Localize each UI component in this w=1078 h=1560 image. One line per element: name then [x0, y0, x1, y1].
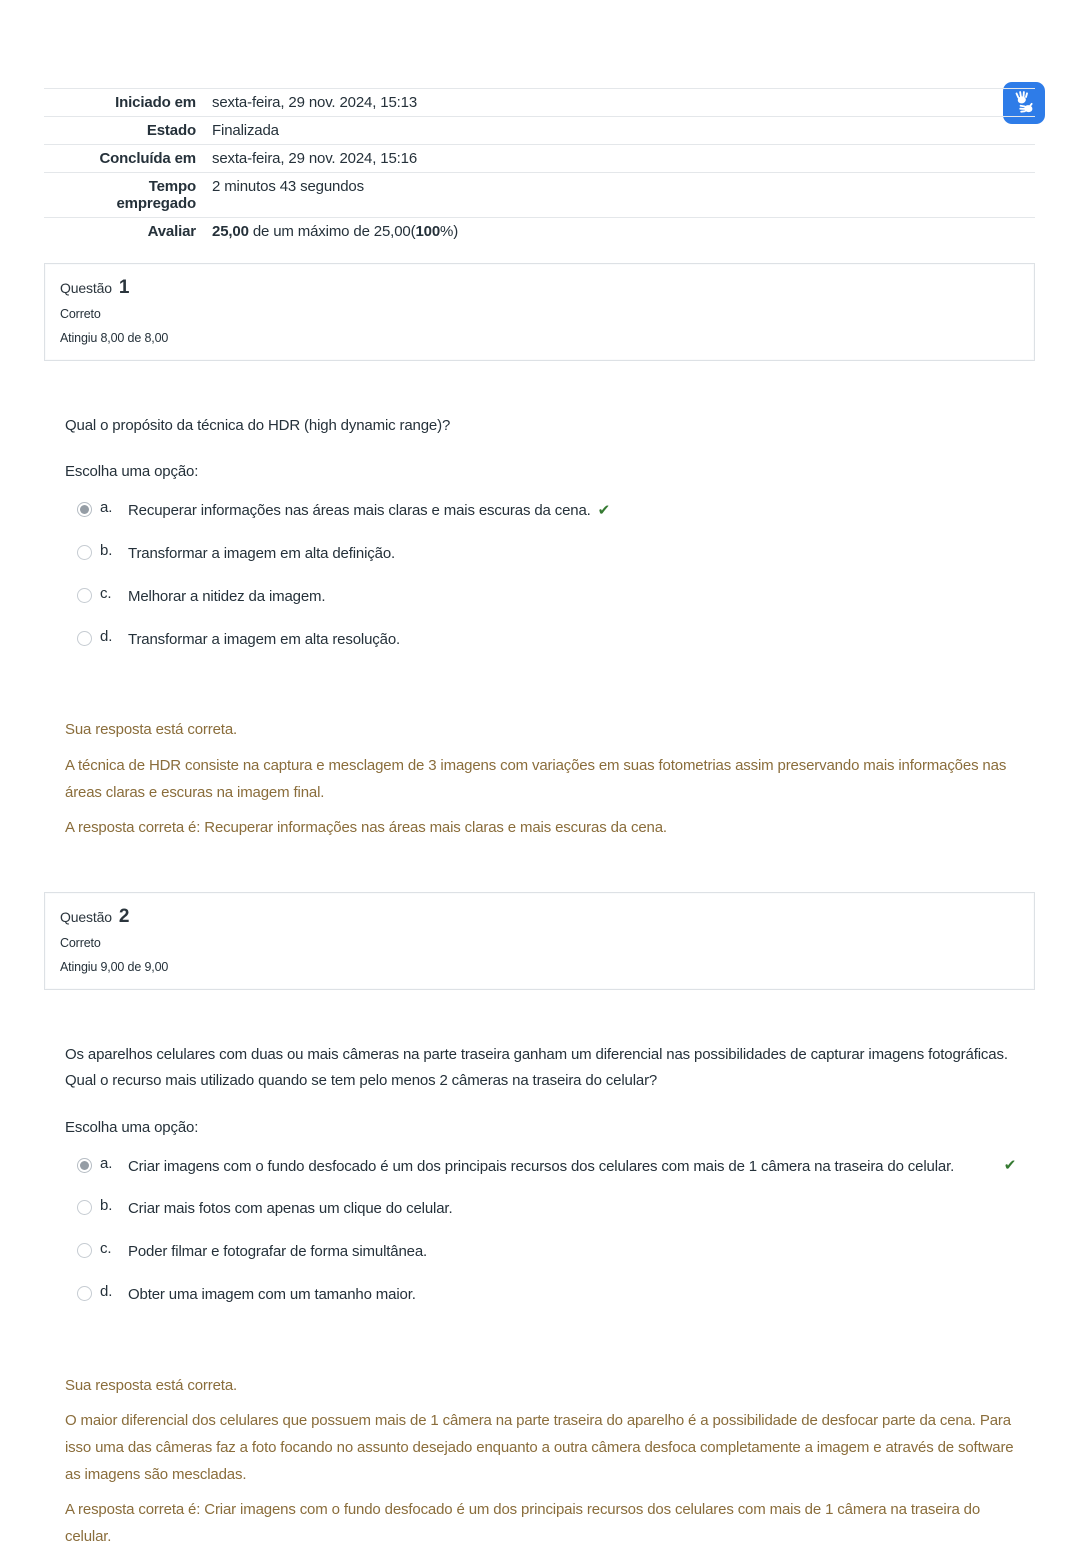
question-1-option-b — [65, 533, 1035, 576]
summary-row-state — [44, 117, 1035, 145]
option-letter: b. — [100, 542, 113, 559]
question-1-body — [65, 413, 1035, 842]
correct-check-icon: ✔ — [1003, 1156, 1017, 1174]
question-2-option-d — [65, 1274, 1035, 1317]
radio-selected-icon[interactable] — [77, 502, 92, 517]
question-2-info-box — [44, 892, 1035, 990]
option-text: Poder filmar e fotografar de forma simultânea. — [128, 1243, 428, 1260]
feedback-status: Sua resposta está correta. — [65, 721, 238, 739]
option-text: Criar imagens com o fundo desfocado é um dos principais recursos dos celulares com mais de 1 câmera na traseira do celular. — [128, 1157, 955, 1175]
option-letter: b. — [100, 1197, 113, 1215]
grade-max-text: de um máximo de 25,00( — [248, 223, 416, 240]
option-letter: a. — [100, 499, 113, 517]
radio-icon[interactable] — [77, 1200, 92, 1215]
question-2-text: Os aparelhos celulares com duas ou mais câmeras na parte traseira ganham um diferencial nas possibilidades de capturar imagens fotográficas. Qual o recurso mais utilizado quando se tem pelo menos 2 câmeras na traseira do celular? — [65, 1046, 1008, 1090]
question-1-options — [65, 490, 1035, 661]
summary-value-started: sexta-feira, 29 nov. 2024, 15:13 — [212, 94, 418, 111]
question-1-option-a — [65, 490, 1035, 533]
radio-icon[interactable] — [77, 588, 92, 603]
option-text: Criar mais fotos com apenas um clique do celular. — [128, 1200, 453, 1218]
option-text: Melhorar a nitidez da imagem. — [128, 587, 326, 605]
summary-row-completed — [44, 145, 1035, 173]
question-label: Questão — [60, 280, 112, 296]
attempt-summary-table — [44, 88, 1035, 245]
summary-label-started: Iniciado em — [115, 94, 196, 111]
question-2-body — [65, 1042, 1035, 1551]
summary-row-started — [44, 89, 1035, 117]
option-text: Transformar a imagem em alta resolução. — [128, 630, 401, 648]
summary-label-state: Estado — [146, 122, 196, 139]
summary-value-state: Finalizada — [212, 122, 279, 139]
radio-selected-icon[interactable] — [77, 1158, 92, 1173]
question-number: 1 — [118, 277, 130, 298]
summary-label-grade: Avaliar — [147, 223, 196, 240]
question-1-option-c — [65, 576, 1035, 619]
summary-value-time-taken: 2 minutos 43 segundos — [212, 178, 364, 195]
radio-icon[interactable] — [77, 545, 92, 560]
correct-check-icon: ✔ — [597, 502, 611, 520]
question-number: 2 — [118, 906, 130, 927]
option-letter: c. — [100, 584, 112, 602]
question-1-text: Qual o propósito da técnica do HDR (high dynamic range)? — [65, 417, 451, 434]
option-text: Obter uma imagem com um tamanho maior. — [128, 1285, 416, 1303]
summary-value-completed: sexta-feira, 29 nov. 2024, 15:16 — [212, 150, 418, 167]
question-1-points: Atingiu 8,00 de 8,00 — [60, 331, 169, 345]
summary-label-time-taken: Tempo empregado — [116, 178, 196, 212]
radio-icon[interactable] — [77, 631, 92, 646]
question-2-options — [65, 1146, 1035, 1317]
question-2-option-b — [65, 1188, 1035, 1231]
question-1-feedback — [65, 717, 1017, 842]
question-2-status-badge: Correto — [60, 936, 101, 950]
question-1 — [44, 263, 1035, 842]
question-2-option-c — [65, 1231, 1035, 1274]
question-2-points: Atingiu 9,00 de 9,00 — [60, 960, 169, 974]
summary-value-grade — [212, 218, 1035, 246]
option-text: Recuperar informações nas áreas mais claras e mais escuras da cena. ✔ — [128, 502, 611, 520]
feedback-correct-answer: A resposta correta é: Criar imagens com o fundo desfocado é um dos principais recursos dos celulares com mais de 1 câmera na traseira do celular. — [65, 1501, 981, 1545]
grade-suffix: %) — [440, 223, 459, 240]
question-1-info-box — [44, 263, 1035, 361]
radio-icon[interactable] — [77, 1286, 92, 1301]
option-text: Transformar a imagem em alta definição. — [128, 545, 396, 562]
question-2-option-a — [65, 1146, 1035, 1189]
question-2 — [44, 892, 1035, 1551]
option-letter: a. — [100, 1154, 113, 1172]
option-letter: c. — [100, 1240, 112, 1257]
summary-row-time-taken — [44, 173, 1035, 218]
option-letter: d. — [100, 627, 113, 645]
summary-label-completed: Concluída em — [99, 150, 196, 167]
grade-percent: 100 — [415, 223, 441, 240]
question-2-header — [60, 906, 1019, 928]
summary-row-grade — [44, 218, 1035, 246]
question-label: Questão — [60, 909, 112, 925]
question-2-feedback — [65, 1373, 1017, 1551]
option-letter: d. — [100, 1282, 113, 1300]
grade-value: 25,00 — [212, 223, 249, 240]
feedback-explanation: A técnica de HDR consiste na captura e mesclagem de 3 imagens com variações em suas fotometrias assim preservando mais informações nas áreas claras e escuras na imagem final. — [65, 756, 1007, 801]
feedback-status: Sua resposta está correta. — [65, 1376, 238, 1394]
question-1-header — [60, 277, 1019, 299]
question-2-choose-prompt: Escolha uma opção: — [65, 1118, 199, 1136]
question-1-status-badge: Correto — [60, 307, 101, 321]
feedback-explanation: O maior diferencial dos celulares que possuem mais de 1 câmera na parte traseira do aparelho é a possibilidade de desfocar parte da cena. Para isso uma das câmeras faz a foto focando no assunto desejado enquanto a outra câmera desfoca completamente a imagem e através de software as imagens são mescladas. — [65, 1412, 1014, 1483]
radio-icon[interactable] — [77, 1243, 92, 1258]
quiz-review-page — [44, 88, 1035, 1560]
feedback-correct-answer: A resposta correta é: Recuperar informações nas áreas mais claras e mais escuras da cena. — [65, 819, 667, 837]
question-1-option-d — [65, 619, 1035, 662]
question-1-choose-prompt: Escolha uma opção: — [65, 463, 199, 481]
